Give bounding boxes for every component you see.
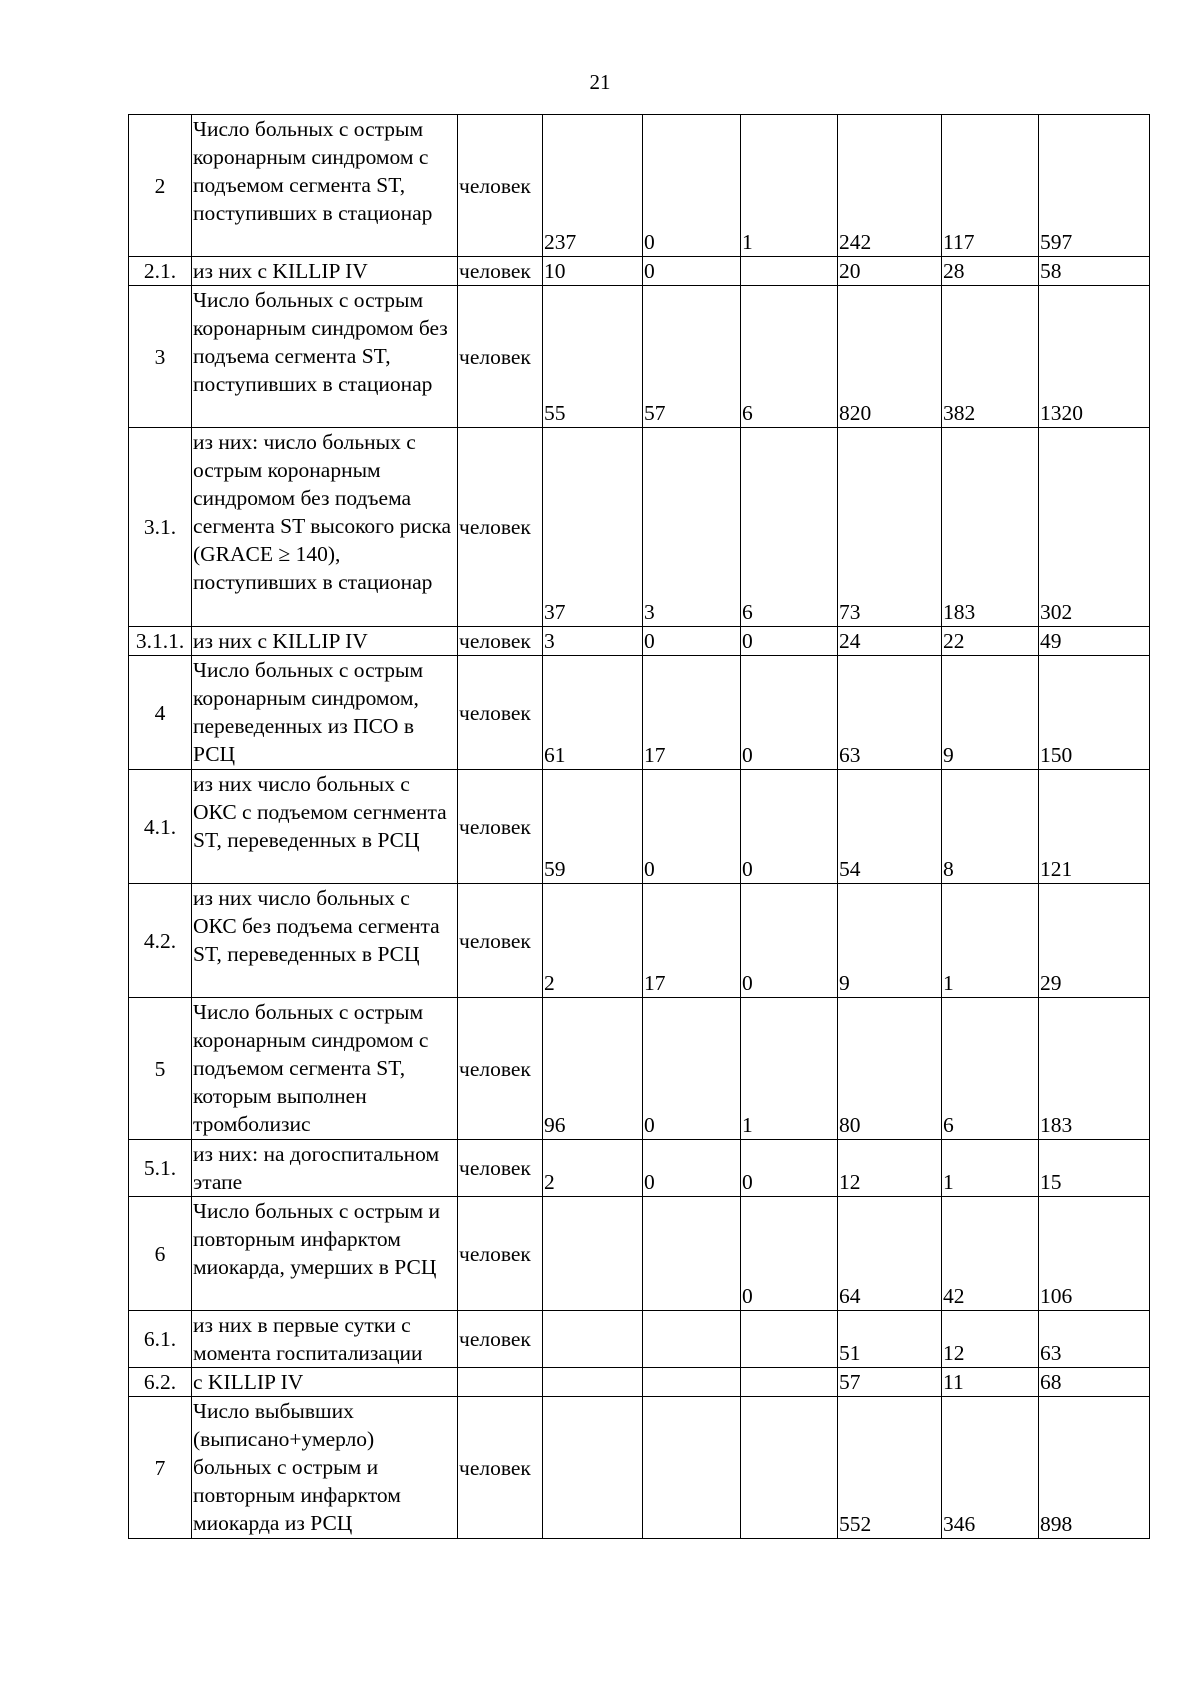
value-cell-5: 1 [942, 884, 1039, 998]
value-cell-3: 6 [741, 428, 838, 627]
value-cell-6: 106 [1039, 1197, 1150, 1311]
value-cell-3 [741, 1368, 838, 1397]
value-cell-1: 237 [543, 115, 643, 257]
table-row [129, 998, 1150, 1140]
unit-cell: человек [458, 770, 543, 884]
unit-cell: человек [458, 627, 543, 656]
value-cell-2: 0 [643, 1140, 741, 1197]
value-cell-3: 0 [741, 656, 838, 770]
value-cell-4: 552 [838, 1397, 942, 1539]
table-row [129, 884, 1150, 998]
value-cell-2 [643, 1197, 741, 1311]
indicator-description: из них число больных с ОКС с подъемом сегнмента ST, переведенных в РСЦ [192, 770, 458, 884]
unit-cell: человек [458, 1397, 543, 1539]
value-cell-3 [741, 257, 838, 286]
row-number: 6.2. [129, 1368, 192, 1397]
value-cell-6: 15 [1039, 1140, 1150, 1197]
value-cell-1: 96 [543, 998, 643, 1140]
value-cell-6: 150 [1039, 656, 1150, 770]
value-cell-4: 64 [838, 1197, 942, 1311]
table-body [129, 115, 1150, 1539]
table-row [129, 656, 1150, 770]
indicator-description: Число больных с острым коронарным синдромом, переведенных из ПСО в РСЦ [192, 656, 458, 770]
unit-cell: человек [458, 884, 543, 998]
row-number: 6.1. [129, 1311, 192, 1368]
row-number: 3.1. [129, 428, 192, 627]
table-row [129, 1197, 1150, 1311]
value-cell-6: 49 [1039, 627, 1150, 656]
unit-cell: человек [458, 1197, 543, 1311]
unit-cell: человек [458, 257, 543, 286]
value-cell-3: 0 [741, 884, 838, 998]
value-cell-4: 80 [838, 998, 942, 1140]
value-cell-2: 3 [643, 428, 741, 627]
value-cell-5: 117 [942, 115, 1039, 257]
value-cell-3 [741, 1311, 838, 1368]
value-cell-4: 24 [838, 627, 942, 656]
indicator-description: из них число больных с ОКС без подъема сегмента ST, переведенных в РСЦ [192, 884, 458, 998]
table-row [129, 1140, 1150, 1197]
value-cell-5: 8 [942, 770, 1039, 884]
row-number: 3 [129, 286, 192, 428]
row-number: 4 [129, 656, 192, 770]
indicator-description: с KILLIP IV [192, 1368, 458, 1397]
value-cell-3: 0 [741, 627, 838, 656]
value-cell-1 [543, 1397, 643, 1539]
value-cell-1: 37 [543, 428, 643, 627]
unit-cell [458, 1368, 543, 1397]
indicator-description: Число выбывших (выписано+умерло) больных с острым и повторным инфарктом миокарда из РСЦ [192, 1397, 458, 1539]
value-cell-4: 57 [838, 1368, 942, 1397]
value-cell-2: 0 [643, 627, 741, 656]
value-cell-4: 9 [838, 884, 942, 998]
value-cell-1 [543, 1311, 643, 1368]
value-cell-2 [643, 1368, 741, 1397]
value-cell-5: 11 [942, 1368, 1039, 1397]
value-cell-5: 6 [942, 998, 1039, 1140]
indicator-description: Число больных с острым коронарным синдромом с подъемом сегмента ST, которым выполнен тромболизис [192, 998, 458, 1140]
value-cell-5: 382 [942, 286, 1039, 428]
value-cell-1: 10 [543, 257, 643, 286]
value-cell-4: 51 [838, 1311, 942, 1368]
table-row [129, 286, 1150, 428]
unit-cell: человек [458, 998, 543, 1140]
value-cell-1: 2 [543, 884, 643, 998]
table-row [129, 1397, 1150, 1539]
value-cell-3: 1 [741, 115, 838, 257]
row-number: 4.2. [129, 884, 192, 998]
value-cell-5: 346 [942, 1397, 1039, 1539]
value-cell-6: 58 [1039, 257, 1150, 286]
unit-cell: человек [458, 1311, 543, 1368]
value-cell-3: 0 [741, 1197, 838, 1311]
table-row [129, 770, 1150, 884]
value-cell-6: 29 [1039, 884, 1150, 998]
unit-cell: человек [458, 286, 543, 428]
unit-cell: человек [458, 115, 543, 257]
indicator-description: из них с KILLIP IV [192, 627, 458, 656]
value-cell-1 [543, 1368, 643, 1397]
row-number: 7 [129, 1397, 192, 1539]
value-cell-6: 63 [1039, 1311, 1150, 1368]
indicator-description: из них с KILLIP IV [192, 257, 458, 286]
indicator-description: из них: число больных с острым коронарным синдромом без подъема сегмента ST высокого риска (GRACE ≥ 140), поступивших в стационар [192, 428, 458, 627]
table-row [129, 627, 1150, 656]
value-cell-2: 0 [643, 257, 741, 286]
value-cell-1: 59 [543, 770, 643, 884]
value-cell-3: 1 [741, 998, 838, 1140]
value-cell-4: 20 [838, 257, 942, 286]
value-cell-2: 0 [643, 770, 741, 884]
row-number: 5 [129, 998, 192, 1140]
value-cell-4: 820 [838, 286, 942, 428]
value-cell-3: 0 [741, 770, 838, 884]
value-cell-5: 1 [942, 1140, 1039, 1197]
value-cell-2: 17 [643, 884, 741, 998]
value-cell-1: 2 [543, 1140, 643, 1197]
value-cell-4: 54 [838, 770, 942, 884]
page-number: 21 [589, 70, 611, 94]
row-number: 4.1. [129, 770, 192, 884]
value-cell-4: 242 [838, 115, 942, 257]
row-number: 5.1. [129, 1140, 192, 1197]
row-number: 2 [129, 115, 192, 257]
value-cell-3: 6 [741, 286, 838, 428]
value-cell-6: 68 [1039, 1368, 1150, 1397]
indicator-description: Число больных с острым коронарным синдромом с подъемом сегмента ST, поступивших в стационар [192, 115, 458, 257]
value-cell-2: 17 [643, 656, 741, 770]
indicator-description: Число больных с острым и повторным инфарктом миокарда, умерших в РСЦ [192, 1197, 458, 1311]
indicator-description: Число больных с острым коронарным синдромом без подъема сегмента ST, поступивших в стационар [192, 286, 458, 428]
value-cell-5: 22 [942, 627, 1039, 656]
value-cell-6: 121 [1039, 770, 1150, 884]
value-cell-5: 9 [942, 656, 1039, 770]
value-cell-2: 0 [643, 998, 741, 1140]
value-cell-3 [741, 1397, 838, 1539]
value-cell-5: 42 [942, 1197, 1039, 1311]
row-number: 3.1.1. [129, 627, 192, 656]
value-cell-6: 183 [1039, 998, 1150, 1140]
value-cell-3: 0 [741, 1140, 838, 1197]
value-cell-5: 12 [942, 1311, 1039, 1368]
value-cell-2: 0 [643, 115, 741, 257]
value-cell-6: 597 [1039, 115, 1150, 257]
value-cell-1: 55 [543, 286, 643, 428]
unit-cell: человек [458, 428, 543, 627]
value-cell-5: 183 [942, 428, 1039, 627]
table-row [129, 1311, 1150, 1368]
value-cell-1 [543, 1197, 643, 1311]
table-row [129, 257, 1150, 286]
unit-cell: человек [458, 1140, 543, 1197]
value-cell-5: 28 [942, 257, 1039, 286]
table-row [129, 115, 1150, 257]
value-cell-4: 73 [838, 428, 942, 627]
table-row [129, 1368, 1150, 1397]
value-cell-4: 12 [838, 1140, 942, 1197]
value-cell-6: 898 [1039, 1397, 1150, 1539]
indicator-description: из них в первые сутки с момента госпитализации [192, 1311, 458, 1368]
value-cell-4: 63 [838, 656, 942, 770]
row-number: 6 [129, 1197, 192, 1311]
value-cell-2: 57 [643, 286, 741, 428]
indicator-description: из них: на догоспитальном этапе [192, 1140, 458, 1197]
indicators-table [128, 114, 1150, 1539]
value-cell-2 [643, 1311, 741, 1368]
value-cell-1: 61 [543, 656, 643, 770]
row-number: 2.1. [129, 257, 192, 286]
value-cell-6: 302 [1039, 428, 1150, 627]
value-cell-2 [643, 1397, 741, 1539]
value-cell-6: 1320 [1039, 286, 1150, 428]
value-cell-1: 3 [543, 627, 643, 656]
table-row [129, 428, 1150, 627]
unit-cell: человек [458, 656, 543, 770]
